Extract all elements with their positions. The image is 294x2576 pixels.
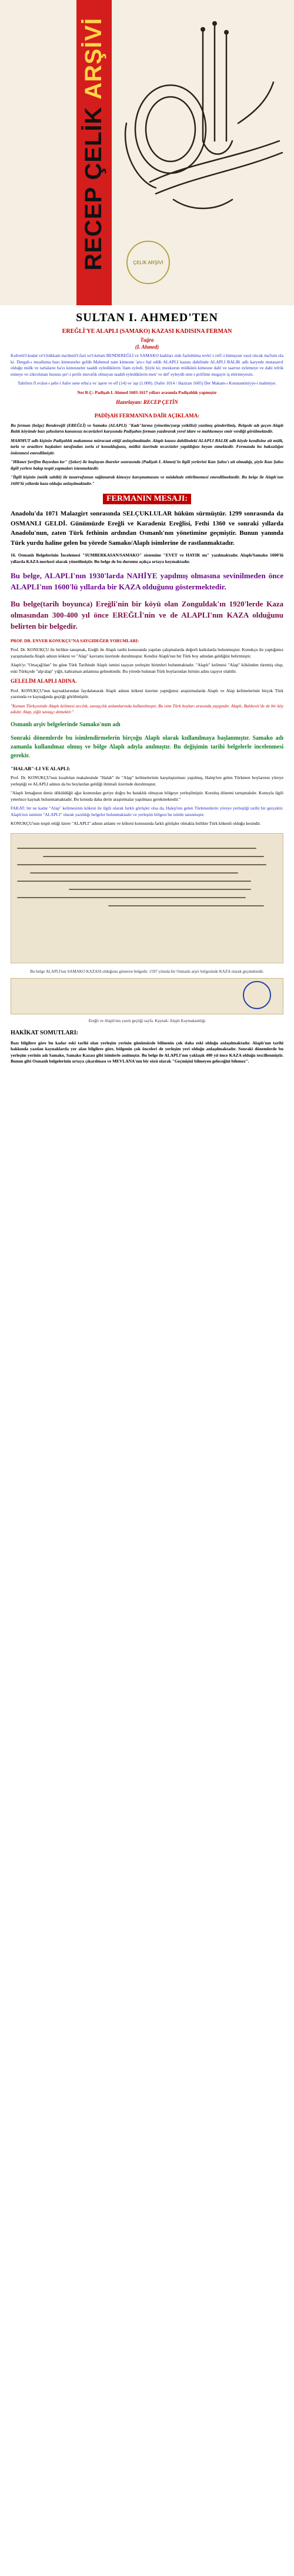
halab-heading: "HALAB"-LI VE ALAPLI: bbox=[11, 765, 71, 771]
padisah-heading: PADİŞAH FERMANINA DAİR AÇIKLAMA: bbox=[94, 412, 200, 419]
vertical-title-a: RECEP ÇELİK bbox=[81, 106, 106, 271]
konukcu-text: KONUKÇU'nun tespit ettiği üzere "ALAPLI" adının anlamı ve kökeni konusunda farklı görüşler olmakla birlikte Türk kökenli olduğu kesindir. bbox=[11, 821, 261, 827]
archive-stamp: ÇELİK ARŞİVİ bbox=[126, 241, 170, 284]
osmanli-arsiv-text: Sonraki dönemlerde bu isimlendirmelerin birçoğu Alaplı olarak kullanılmaya başlanmıştır. Samako adı zamanla kullanılmaz olmuş ve bölge Alaplı adıyla anılmıştır. Bu değişimin tarihi belgelerle incelenmesi gerekir. bbox=[11, 734, 283, 759]
sultan-line: (I. Ahmed) bbox=[135, 344, 159, 350]
ferman-text: Anadolu'da 1071 Malazgirt sonrasında SELÇUKLULAR hüküm sürmüştür. 1299 sonrasında da OSMANLI GELDİ. Günümüzde Ereğli ve Karadeniz Ereğlisi, Fethi 1360 ve sonraki yıllarda Anadolu'nun, zaten Türk fethinin ardından Osmanlı'nın yönetimine geçmiştir. Bunun yanında Türk yurdu haline gelen bu yörede Samako/Alaplı isimlerine de rastlanmaktadır. bbox=[11, 510, 283, 547]
alapli-text: "Alaplı Irmağının deniz döküldüğü ağız kısmından geriye doğru bu bataklık olmayan bölgeye yerleşilmiştir. Kuruluş dönemi tartışmalıdır. Konuyla ilgili yeterince kaynak bulunmamaktadır. Bu konuda daha derin araştırmalar yapılması gerekmektedir." bbox=[11, 790, 283, 802]
prof-heading: PROF. DR. ENVER KONUKÇU'NA SAYGIDEĞER YORUMLARI: bbox=[11, 638, 139, 643]
document-caption: Bu belge ALAPLI'nın SAMAKO KAZASI olduğunu gösteren belgedir. 1597 yılında bir Osmanlı arşiv belgesinde KAZA olarak geçmektedir. bbox=[30, 969, 264, 974]
ferman-heading: FERMANIN MESAJI: bbox=[0, 494, 294, 504]
header-image bbox=[0, 0, 294, 305]
cevap-text: Alaplı'yı "Ortaçağ'dan" bu güne Türk Tarihinde Alaplı ismini taşıyan yerleşim birimleri bulunmaktadır. "Alaplı" kelimesi "Alap" kökünden türemiş olup, eski Türkçede "alp/alap" yiğit, kahraman anlamına gelmektedir. Bu yörede bulunan Türk boylarından birinin adını taşıyor olabilir. bbox=[11, 662, 283, 674]
gelelim-text: Prof. KONUKÇU'nun kaynaklarından faydalanarak Alaplı adının kökeni üzerine yaptığımız araştırmalarda Alaplı ve Alap kelimelerinin birçok Türk yazıtında ve kaynağında geçtiği görülmüştür. bbox=[11, 687, 283, 700]
vertical-title-b: ARŞİVİ bbox=[81, 18, 106, 100]
ottoman-document-image bbox=[11, 833, 283, 963]
register-strip-image bbox=[11, 978, 283, 1014]
vertical-title bbox=[81, 18, 107, 271]
note-line: Not R.Ç: Padişah I. Ahmed 1603-1617 yılları arasında Padişahlık yapmıştır bbox=[77, 389, 217, 395]
tughra-line: Tuğra bbox=[140, 337, 154, 343]
mahmut-text: MAHMUT adlı kişinin Padişahlık makamına müracaat ettiği anlaşılmaktadır. Alaplı kazası dahilindeki ALAPLI BALIK adlı köyde kendisine ait mülk, tarla ve arazilere başkaları tarafından zorla el konulduğunu, mülkü üzerinde tecavüzler yapıldığını beyan etmektedir. Fermanda bu haksızlığın önlenmesi emredilmiştir. bbox=[11, 437, 283, 456]
quote-text: "Kuman Türkçesinde Alaplı kelimesi avcılık, savaşçılık anlamlarında kullanılmıştır. Bu isim Türk boyları arasında yaygındır. Alaplı, Balıkesir'de de bir köy adıdır. Alap, yiğit savaşçı demektir." bbox=[11, 703, 283, 715]
strip-caption: Ereğli ve Alaplı'nın yazılı geçtiği sayfa. Kaynak: Alaplı Kaymakamlığı bbox=[88, 1018, 206, 1023]
intro-text: Kıdvetü'l-kudat ve'l-hükkam ma'denü'l-fazl ve'l-kelam BENDEREĞLİ ve SAMAKO kadıları zide fazluhüma tevki'-i refi'-i hümayun vasıl olıcak ma'lum ola ki. Dergah-ı muallama bazı kimesneler gelüb Mahmud nam kimesne 'arz-ı hal edüb ALAPLI kazası dahilinde ALAPLI BALIK adlı karyede mutasarrıf olduğu mülk ve tarlaların ba'zı kimesneler taaddi eyledüklerin 'ilam eyledi. Şöyle ki; mezkurun mülkünü kimesne dahl ve taarruz eylemeye ve dahi tefrik etmeye ve zikrolunan hususu şer'-i şerife muvafık olmayan taaddi eyledüklerin men' ve def' eyleyüb emr-i şerifime mugayir iş ettirmeyesin. bbox=[11, 353, 283, 377]
osmanli-text: 16. Osmanlı Belgelerinin İncelemesi "SUMBERKASAN/SAMAKO" sistemine "EVET ve HAYIR mı" yazılmaktadır. Alaplı/Samako 1600'lü yıllarda KAZA merkezi olarak yönetilmiştir. Bu belge de bu durumu açıkça ortaya koymaktadır. bbox=[11, 552, 283, 564]
hikmet-text: "Hikmet Şerifim Bayırdan kır" (Şeker) ile başlayan ibareler sonrasında (Padişah I. Ahmet)'in ilgili yerlerini Kazı Şahsı'ı ait olmadığı, şöyle Kazı Şahsı ilgili yerlere bakıp tespit yapmaları istenmektedir. bbox=[11, 459, 283, 471]
bu-belge-text: Bu belge, ALAPLI'nın 1930'larda NAHİYE yapılmış olmasına sevinilmeden önce ALAPLI'nın 1600'lü yıllarda bir KAZA olduğunu göstermektedir. bbox=[11, 571, 283, 592]
fakat-text: FAKAT; bir ne kadar "Alap" kelimesinin kökeni ile ilgili olarak farklı görüşler olsa da, Halep'ten gelen Türkmenlerin yöreye yerleştiği tarihi bir gerçektir. Alaplı'nın isminin "ALAPLI" olarak yazıldığı belgeler bulunmaktadır ve yerleşim bölgesi bu isimle tanınmıştır. bbox=[11, 805, 283, 817]
prepared-by: Hazırlayan: RECEP ÇETİN bbox=[116, 399, 178, 406]
hakikat-text: Bazı bilgilere göre bu kadar eski tarihi olan yerleşim yerinin günümüzde bilinenin çok daha eski olduğu anlaşılmaktadır. Alaplı'nın tarihi hakkında yazılan kaynaklarda yer alan bilgilere göre, bölgenin çok önceleri de yerleşim yeri olduğu anlaşılmaktadır. Sonraki dönemlerde bu yerleşim yerinin adı Samako, Samako Kazası gibi isimlerle anılmıştır. Bu belge ile ALAPLI'nın yaklaşık 400 yıl önce KAZA olduğu tescillenmiştir. Bunun gibi Osmanlı belgelerinin ortaya çıkarılması ve MEVLANA'nın bir sözü olarak "Geçmişini bilmeyen geleceğini bilemez". bbox=[11, 1040, 283, 1064]
seal-icon bbox=[243, 981, 271, 1009]
tughra-icon bbox=[115, 6, 285, 241]
ilgili-text: "İlgili kişinin (mülk sahibi) ile tasarrufunun sağlanarak kimseye karışmamasını ve müdahale ettirilmemesi emredilmektedir. Bu belge ile Alaplı'nın 1600'lü yıllarda kaza olduğu anlaşılmaktadır." bbox=[11, 474, 283, 486]
bu-belge-text-2: Bu belge(tarih boyunca) Ereğli'nin bir köyü olan Zonguldak'ın 1920'lerde Kaza olmasından 300-400 yıl önce EREĞLİ'nin ve de ALAPLI'nın KAZA olduğunu belirten bir belgedir. bbox=[11, 599, 283, 630]
page-title: SULTAN I. AHMED'TEN bbox=[76, 311, 218, 324]
padisah-text: Bu ferman (belge) Bendereğli (EREĞLİ) ve Samako (ALAPLI) "Kadı"larına (yönetim/yargı yetkilisi) yazılmış gönderilmiş. Belgede adı geçen Alaplı Balık köyünde bazı şahısların kanunsuz tecavüzleri karşısında Padişahın ferman yazdırarak yerel idare ve mahkemeye emir verdiği görülmektedir. bbox=[11, 422, 283, 434]
page-subtitle: EREĞLİ'YE ALAPLI (SAMAKO) KAZASI KADISINA FERMAN bbox=[62, 328, 232, 335]
intro-text-2: Tahrîren fî evâsıt-ı şehr-i Safer sene erba'a ve 'aşere ve elf (14) ve 'aşr (1.000). (Safer 1014 / Haziran 1605) Der Makam-ı Konstantiniyye-i mahmiye. bbox=[17, 380, 277, 386]
prof-text: Prof. Dr. KONUKÇU ile birlikte tanışmak, Ereğli ile Alaplı tarihi konusunda yapılan çalışmalarda değerli katkılarda bulunmuştur. Konukçu ile yaptığımız yazışmalarda Alaplı adının kökeni ve "Alap" kavramı üzerinde durulmuştur. Kendisi Alaplı'nın bir Türk boy adından geldiğini belirtmiştir. bbox=[11, 647, 283, 659]
halab-text: Prof. Dr. KONUKÇU'nun kısaltılan makalesinde "Halab" ile "Alap" kelimelerinin karşılaştırması yapılmış, Halep'ten gelen Türkmen boylarının yöreye yerleştiği ve ALAPLI adının da bu boylardan geldiği ihtimali üzerinde durulmuştur. bbox=[11, 774, 283, 787]
osmanli-arsiv-heading: Osmanlı arşiv belgelerinde Samako'nun adı bbox=[11, 721, 121, 728]
gelelim-heading: GELELİM ALAPLI ADINA. bbox=[11, 678, 77, 685]
hakikat-heading: HAKİKAT SOMUTLARI: bbox=[11, 1029, 78, 1036]
